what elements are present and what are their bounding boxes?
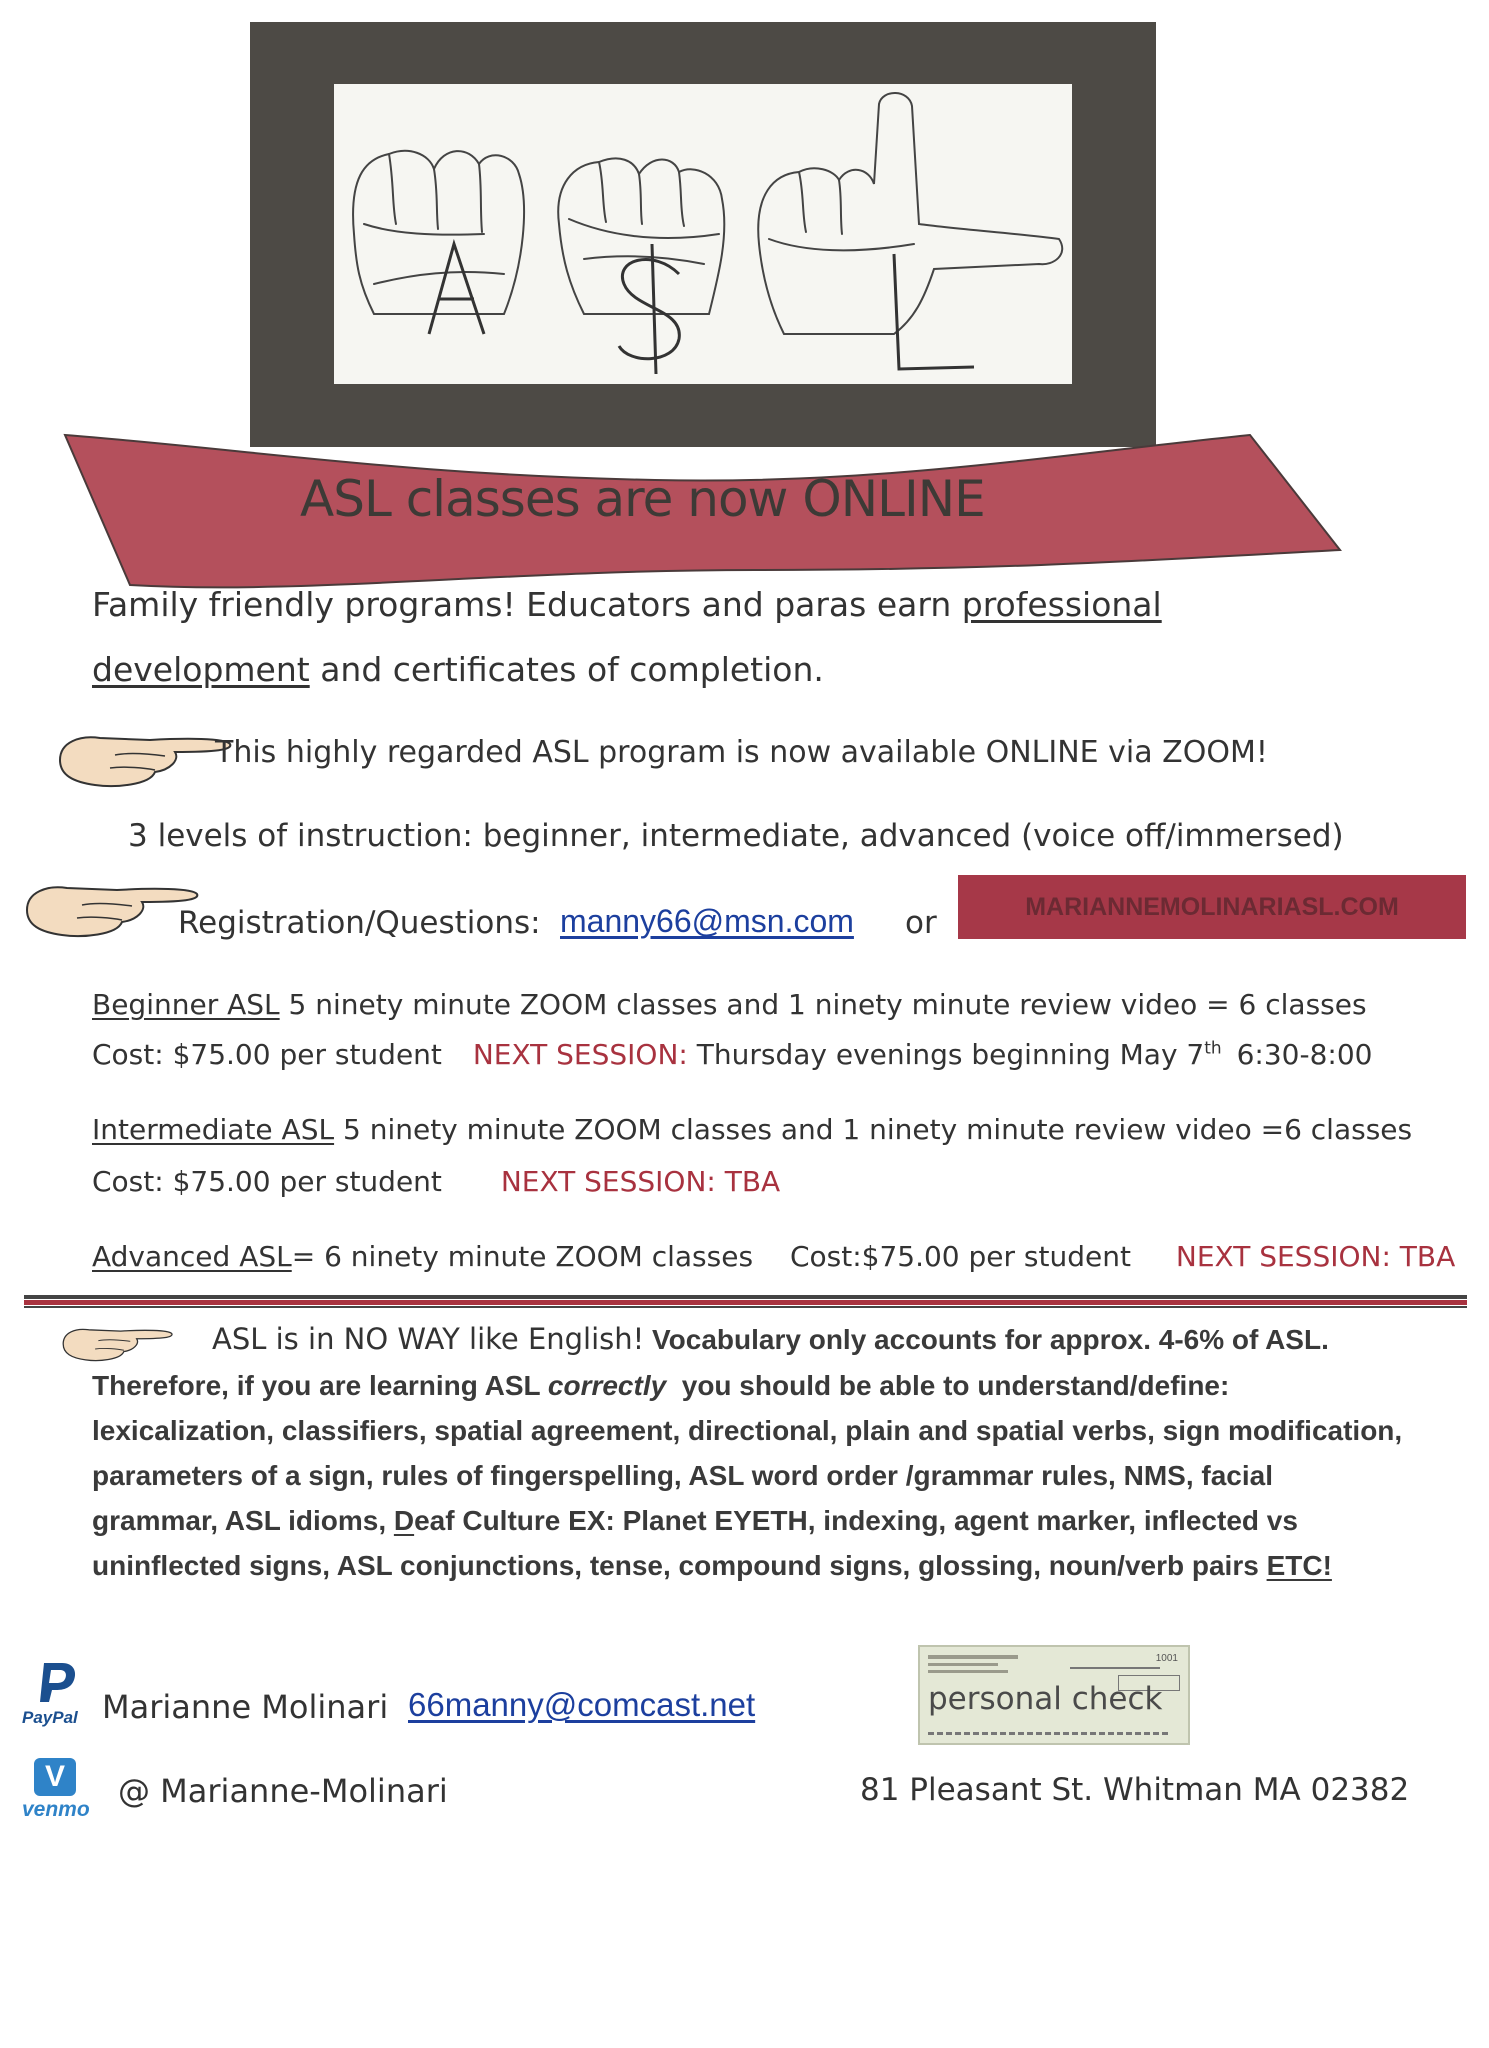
notice-line-2b: you should be able to understand/define: (666, 1370, 1230, 1401)
advanced-course-line (92, 1240, 1455, 1273)
venmo-handle: @ Marianne-Molinari (118, 1772, 448, 1810)
beginner-next-label: NEXT SESSION: (472, 1038, 688, 1071)
beginner-cost-line (92, 1038, 1372, 1071)
venmo-wordmark: venmo (22, 1798, 90, 1821)
beginner-next-sup: th (1204, 1038, 1222, 1059)
website-link[interactable]: MARIANNEMOLINARIASL.COM (958, 875, 1466, 939)
pointing-hand-icon (60, 1322, 175, 1367)
notice-line-5b: eaf Culture EX: Planet EYETH, indexing, agent marker, inflected vs (414, 1505, 1298, 1536)
notice-line-6 (92, 1550, 1332, 1582)
intro-text-2: and certificates of completion. (309, 650, 824, 689)
registration-email-link[interactable]: manny66@msn.com (560, 903, 854, 939)
letter-s-mark (619, 260, 679, 359)
notice-etc: ETC! (1266, 1550, 1332, 1581)
pointing-hand-icon (55, 730, 235, 792)
check-label: personal check (928, 1681, 1163, 1717)
levels-note: 3 levels of instruction: beginner, intermediate, advanced (voice off/immersed) (128, 818, 1344, 854)
intermediate-next-session: NEXT SESSION: TBA (500, 1165, 781, 1198)
beginner-course-desc: 5 ninety minute ZOOM classes and 1 ninety minute review video = 6 classes (279, 988, 1367, 1021)
venmo-icon: V (34, 1758, 76, 1796)
paypal-name: Marianne Molinari (102, 1688, 389, 1726)
intro-line-1 (92, 585, 1162, 624)
beginner-course-line (92, 988, 1367, 1021)
pointing-hand-icon (22, 880, 202, 942)
notice-line-2a: Therefore, if you are learning ASL (92, 1370, 548, 1401)
notice-line-6a: uninflected signs, ASL conjunctions, tense, compound signs, glossing, noun/verb pairs (92, 1550, 1267, 1581)
letter-a-mark (429, 244, 484, 334)
advanced-cost: Cost:$75.00 per student (789, 1240, 1131, 1273)
paypal-email-link[interactable]: 66manny@comcast.net (408, 1686, 756, 1723)
advanced-course-name: Advanced ASL (92, 1240, 292, 1273)
intro-text: Family friendly programs! Educators and paras earn (92, 585, 962, 624)
beginner-course-name: Beginner ASL (92, 988, 280, 1021)
intermediate-cost: Cost: $75.00 per student (92, 1165, 442, 1198)
personal-check-image (918, 1645, 1190, 1745)
notice-line-3: lexicalization, classifiers, spatial agreement, directional, plain and spatial verbs, sign modification, (92, 1415, 1403, 1446)
divider-red (24, 1300, 1467, 1305)
beginner-next-value: Thursday evenings beginning May 7 (687, 1038, 1205, 1071)
intermediate-cost-line (92, 1165, 780, 1198)
intro-underlined-professional: professional (961, 585, 1162, 624)
divider-dark-top (24, 1295, 1467, 1299)
check-number: 1001 (1155, 1653, 1178, 1664)
intro-underlined-development: development (92, 650, 310, 689)
online-note: This highly regarded ASL program is now available ONLINE via ZOOM! (215, 735, 1268, 770)
venmo-logo (22, 1758, 102, 1838)
notice-line-5 (92, 1505, 1298, 1537)
notice-line-2 (92, 1370, 1229, 1402)
intermediate-course-desc: 5 ninety minute ZOOM classes and 1 ninety minute review video =6 classes (334, 1113, 1413, 1146)
notice-line-1 (212, 1322, 1329, 1356)
paypal-icon (22, 1660, 92, 1705)
notice-correctly: correctly (547, 1370, 667, 1401)
asl-logo-panel (334, 84, 1072, 384)
intro-line-2 (92, 650, 824, 689)
asl-hands-illustration (334, 84, 1072, 384)
notice-line-1b: Vocabulary only accounts for approx. 4-6% of ASL. (644, 1324, 1329, 1355)
intermediate-course-line (92, 1113, 1412, 1146)
intermediate-course-name: Intermediate ASL (92, 1113, 335, 1146)
or-text: or (905, 905, 937, 941)
advanced-next-session: NEXT SESSION: TBA (1175, 1240, 1456, 1273)
advanced-course-desc: = 6 ninety minute ZOOM classes (291, 1240, 754, 1273)
paypal-logo (22, 1660, 92, 1730)
notice-line-4: parameters of a sign, rules of fingerspelling, ASL word order /grammar rules, NMS, facial (92, 1460, 1273, 1491)
notice-line-5a: grammar, ASL idioms, (92, 1505, 394, 1536)
paypal-wordmark: PayPal (22, 1708, 78, 1727)
notice-line-5u: D (393, 1505, 415, 1536)
beginner-next-time: 6:30-8:00 (1227, 1038, 1373, 1071)
banner-title: ASL classes are now ONLINE (300, 470, 985, 528)
beginner-cost: Cost: $75.00 per student (92, 1038, 442, 1071)
divider-dark-bottom (24, 1306, 1467, 1308)
mailing-address: 81 Pleasant St. Whitman MA 02382 (860, 1772, 1410, 1808)
registration-label: Registration/Questions: (178, 905, 541, 941)
notice-headline: ASL is in NO WAY like English! (212, 1322, 645, 1356)
